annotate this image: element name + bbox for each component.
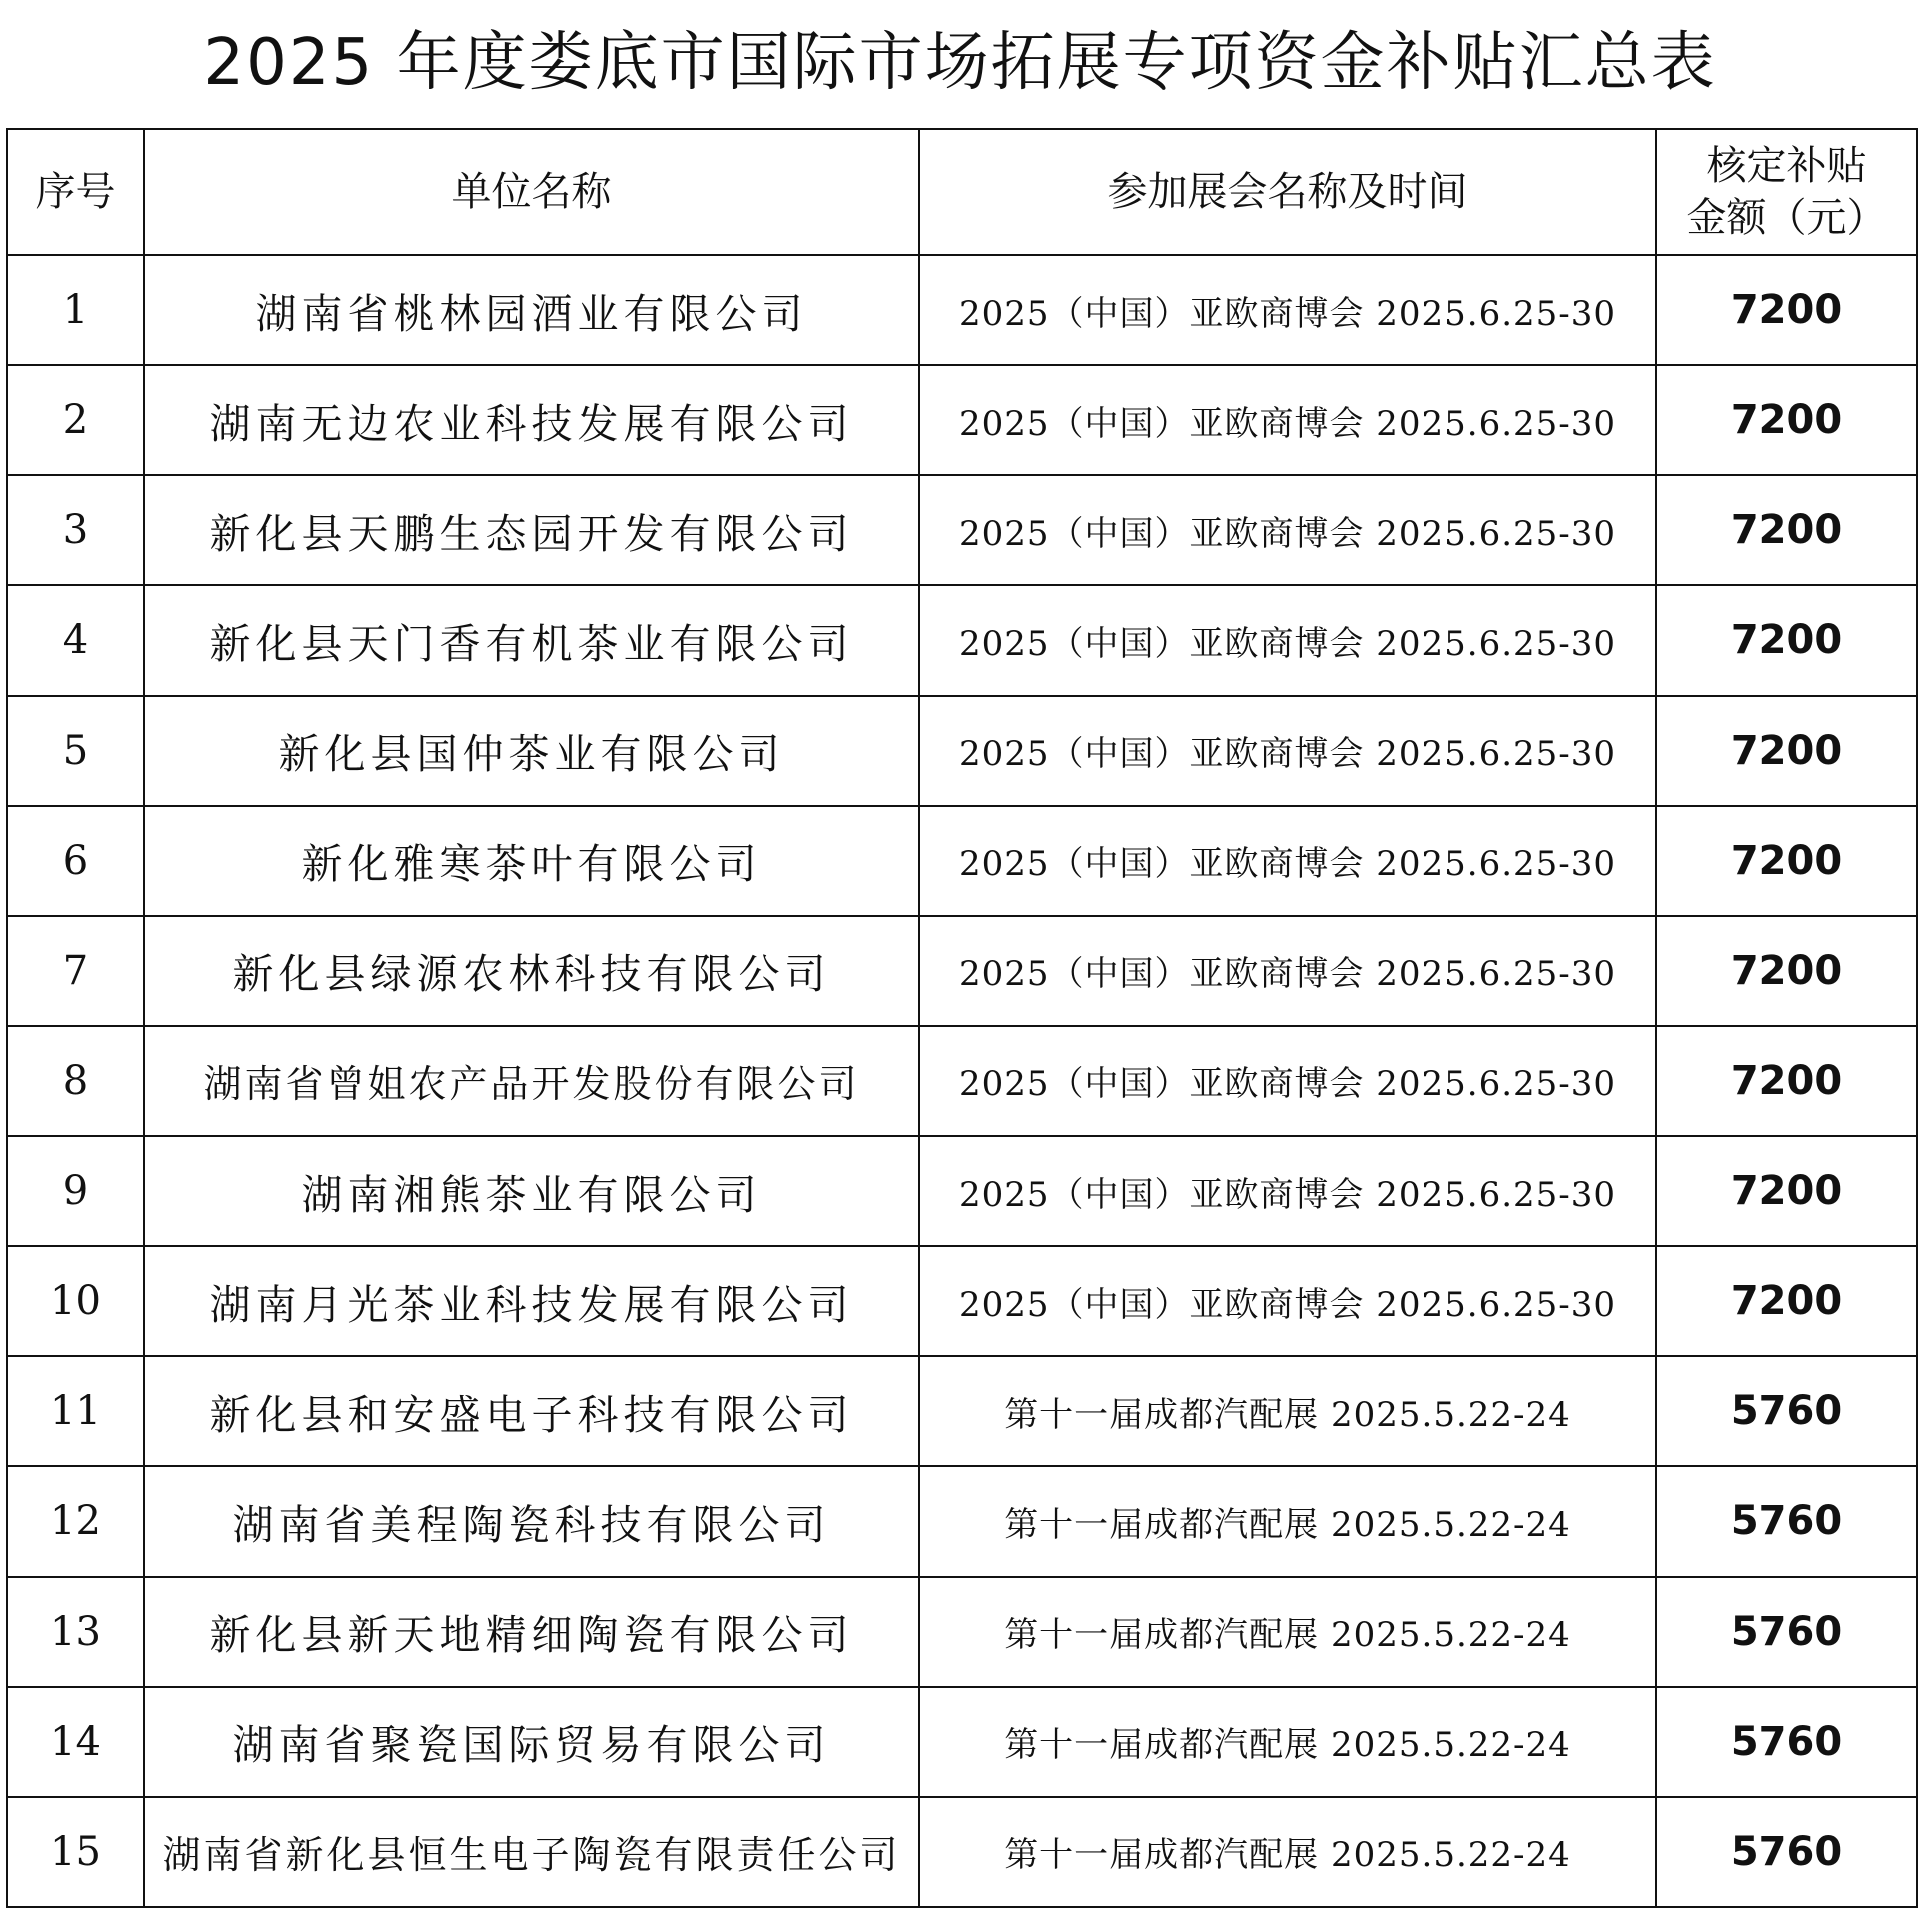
cell-seq: 12 [7,1466,144,1576]
cell-unit-name: 湖南无边农业科技发展有限公司 [144,365,919,475]
cell-amount: 7200 [1656,916,1917,1026]
cell-expo: 2025（中国）亚欧商博会 2025.6.25-30 [919,585,1656,695]
cell-expo: 2025（中国）亚欧商博会 2025.6.25-30 [919,916,1656,1026]
document-title: 2025 年度娄底市国际市场拓展专项资金补贴汇总表 [203,26,1717,100]
cell-seq: 6 [7,806,144,916]
cell-expo: 2025（中国）亚欧商博会 2025.6.25-30 [919,365,1656,475]
table-row [7,255,1917,365]
table-row [7,696,1917,806]
cell-expo: 2025（中国）亚欧商博会 2025.6.25-30 [919,255,1656,365]
header-unit-name: 单位名称 [144,129,919,255]
table-row [7,585,1917,695]
subsidy-summary-table [6,128,1918,1908]
cell-seq: 7 [7,916,144,1026]
cell-seq: 2 [7,365,144,475]
cell-unit-name: 新化县国仲茶业有限公司 [144,696,919,806]
cell-amount: 7200 [1656,365,1917,475]
header-subsidy-amount-line2: 金额（元） [1686,195,1887,241]
cell-expo: 2025（中国）亚欧商博会 2025.6.25-30 [919,1026,1656,1136]
cell-seq: 1 [7,255,144,365]
cell-seq: 10 [7,1246,144,1356]
cell-unit-name: 新化县和安盛电子科技有限公司 [144,1356,919,1466]
cell-seq: 15 [7,1797,144,1907]
cell-amount: 5760 [1656,1466,1917,1576]
cell-unit-name: 湖南省桃林园酒业有限公司 [144,255,919,365]
table-row [7,806,1917,916]
cell-amount: 5760 [1656,1797,1917,1907]
cell-expo: 第十一届成都汽配展 2025.5.22-24 [919,1687,1656,1797]
table-row [7,1466,1917,1576]
table-row [7,1136,1917,1246]
table-row [7,916,1917,1026]
table-row [7,475,1917,585]
cell-expo: 第十一届成都汽配展 2025.5.22-24 [919,1356,1656,1466]
cell-amount: 7200 [1656,475,1917,585]
cell-expo: 2025（中国）亚欧商博会 2025.6.25-30 [919,696,1656,806]
cell-seq: 3 [7,475,144,585]
cell-unit-name: 湖南省聚瓷国际贸易有限公司 [144,1687,919,1797]
cell-seq: 13 [7,1577,144,1687]
table-row [7,365,1917,475]
cell-amount: 5760 [1656,1356,1917,1466]
cell-unit-name: 湖南省新化县恒生电子陶瓷有限责任公司 [144,1797,919,1907]
cell-amount: 5760 [1656,1687,1917,1797]
table-row [7,1246,1917,1356]
cell-amount: 7200 [1656,1026,1917,1136]
cell-expo: 第十一届成都汽配展 2025.5.22-24 [919,1797,1656,1907]
cell-unit-name: 新化县天门香有机茶业有限公司 [144,585,919,695]
cell-unit-name: 新化雅寒茶叶有限公司 [144,806,919,916]
cell-seq: 9 [7,1136,144,1246]
cell-amount: 7200 [1656,255,1917,365]
header-subsidy-amount [1656,129,1917,255]
table-row [7,1797,1917,1907]
cell-seq: 4 [7,585,144,695]
header-subsidy-amount-line1: 核定补贴 [1706,143,1867,189]
cell-expo: 2025（中国）亚欧商博会 2025.6.25-30 [919,1246,1656,1356]
cell-seq: 14 [7,1687,144,1797]
cell-seq: 5 [7,696,144,806]
cell-amount: 7200 [1656,1136,1917,1246]
header-seq: 序号 [7,129,144,255]
cell-unit-name: 湖南省美程陶瓷科技有限公司 [144,1466,919,1576]
cell-amount: 7200 [1656,806,1917,916]
cell-unit-name: 新化县新天地精细陶瓷有限公司 [144,1577,919,1687]
cell-seq: 8 [7,1026,144,1136]
cell-amount: 7200 [1656,696,1917,806]
table-row [7,1687,1917,1797]
cell-expo: 2025（中国）亚欧商博会 2025.6.25-30 [919,475,1656,585]
cell-unit-name: 新化县绿源农林科技有限公司 [144,916,919,1026]
table-row [7,1026,1917,1136]
cell-expo: 2025（中国）亚欧商博会 2025.6.25-30 [919,1136,1656,1246]
cell-expo: 2025（中国）亚欧商博会 2025.6.25-30 [919,806,1656,916]
table-row [7,1577,1917,1687]
cell-expo: 第十一届成都汽配展 2025.5.22-24 [919,1466,1656,1576]
cell-unit-name: 新化县天鹏生态园开发有限公司 [144,475,919,585]
cell-amount: 5760 [1656,1577,1917,1687]
cell-unit-name: 湖南湘熊茶业有限公司 [144,1136,919,1246]
header-expo-name-time: 参加展会名称及时间 [919,129,1656,255]
cell-expo: 第十一届成都汽配展 2025.5.22-24 [919,1577,1656,1687]
cell-amount: 7200 [1656,1246,1917,1356]
table-row [7,1356,1917,1466]
cell-unit-name: 湖南月光茶业科技发展有限公司 [144,1246,919,1356]
table-header-row [7,129,1917,255]
cell-amount: 7200 [1656,585,1917,695]
cell-unit-name: 湖南省曾姐农产品开发股份有限公司 [144,1026,919,1136]
cell-seq: 11 [7,1356,144,1466]
